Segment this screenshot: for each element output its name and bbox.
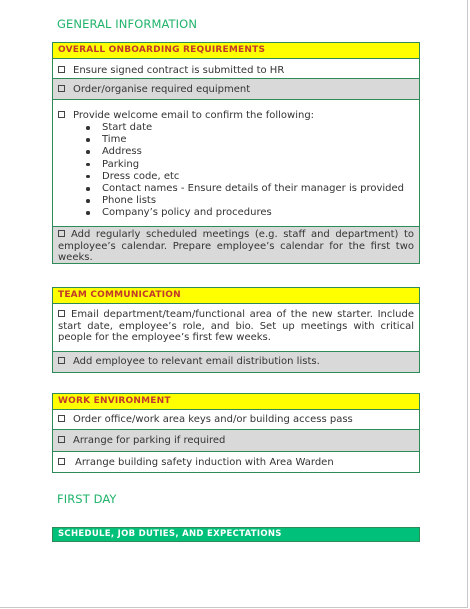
checklist-item-text: Arrange for parking if required xyxy=(73,435,226,446)
checklist-row xyxy=(53,100,419,227)
bullet-item: Start date xyxy=(84,122,419,134)
checklist-item-wrap xyxy=(58,229,414,264)
first-day-heading: FIRST DAY xyxy=(57,492,117,506)
checkbox-icon[interactable] xyxy=(58,230,65,237)
checklist-item-text: Order office/work area keys and/or building access pass xyxy=(73,414,353,425)
team-communication-table xyxy=(52,287,420,373)
checklist-item-text: Email department/team/functional area of the new starter. Include start date, employee’s role, and bio. Set up meetings with critical people for the employee’s first few weeks. xyxy=(58,309,414,344)
schedule-table xyxy=(52,527,420,542)
work-environment-header: WORK ENVIRONMENT xyxy=(53,394,419,410)
bullet-item: Contact names - Ensure details of their manager is provided xyxy=(84,183,419,195)
checklist-row xyxy=(53,304,419,352)
checklist-row xyxy=(53,410,419,430)
checkbox-icon[interactable] xyxy=(58,357,65,364)
team-communication-header: TEAM COMMUNICATION xyxy=(53,288,419,304)
checklist-item-text: Ensure signed contract is submitted to HR xyxy=(73,65,285,76)
bullet-item: Dress code, etc xyxy=(84,171,419,183)
bullet-item: Time xyxy=(84,134,419,146)
bullet-item: Address xyxy=(84,146,419,158)
checkbox-icon[interactable] xyxy=(58,66,65,73)
bullet-item: Phone lists xyxy=(84,195,419,207)
bullet-item: Parking xyxy=(84,159,419,171)
onboarding-requirements-table xyxy=(52,42,420,264)
checklist-item-text: Provide welcome email to confirm the following: xyxy=(73,110,315,121)
checkbox-icon[interactable] xyxy=(58,436,65,443)
schedule-header: SCHEDULE, JOB DUTIES, AND EXPECTATIONS xyxy=(53,528,419,541)
checkbox-icon[interactable] xyxy=(58,458,65,465)
checkbox-icon[interactable] xyxy=(58,111,65,118)
checklist-row xyxy=(53,59,419,79)
checkbox-icon[interactable] xyxy=(58,415,65,422)
checkbox-icon[interactable] xyxy=(58,85,65,92)
checklist-row xyxy=(53,452,419,472)
checklist-item-text: Arrange building safety induction with Area Warden xyxy=(75,457,334,468)
checklist-row xyxy=(53,227,419,263)
onboarding-requirements-header: OVERALL ONBOARDING REQUIREMENTS xyxy=(53,43,419,59)
checklist-row xyxy=(53,79,419,100)
work-environment-table xyxy=(52,393,420,473)
bullet-item: Company’s policy and procedures xyxy=(84,207,419,219)
checklist-row xyxy=(53,430,419,452)
confirmation-bullet-list xyxy=(58,122,419,220)
checklist-row xyxy=(53,352,419,372)
checklist-item-text: Add regularly scheduled meetings (e.g. staff and department) to employee’s calendar. Prepare employee’s calendar for the first two weeks. xyxy=(58,229,414,264)
general-information-heading: GENERAL INFORMATION xyxy=(57,17,198,31)
checklist-item-text: Add employee to relevant email distribution lists. xyxy=(73,356,320,367)
checklist-item-text: Order/organise required equipment xyxy=(73,84,251,95)
checklist-item-wrap xyxy=(58,309,414,344)
checkbox-icon[interactable] xyxy=(58,310,65,317)
